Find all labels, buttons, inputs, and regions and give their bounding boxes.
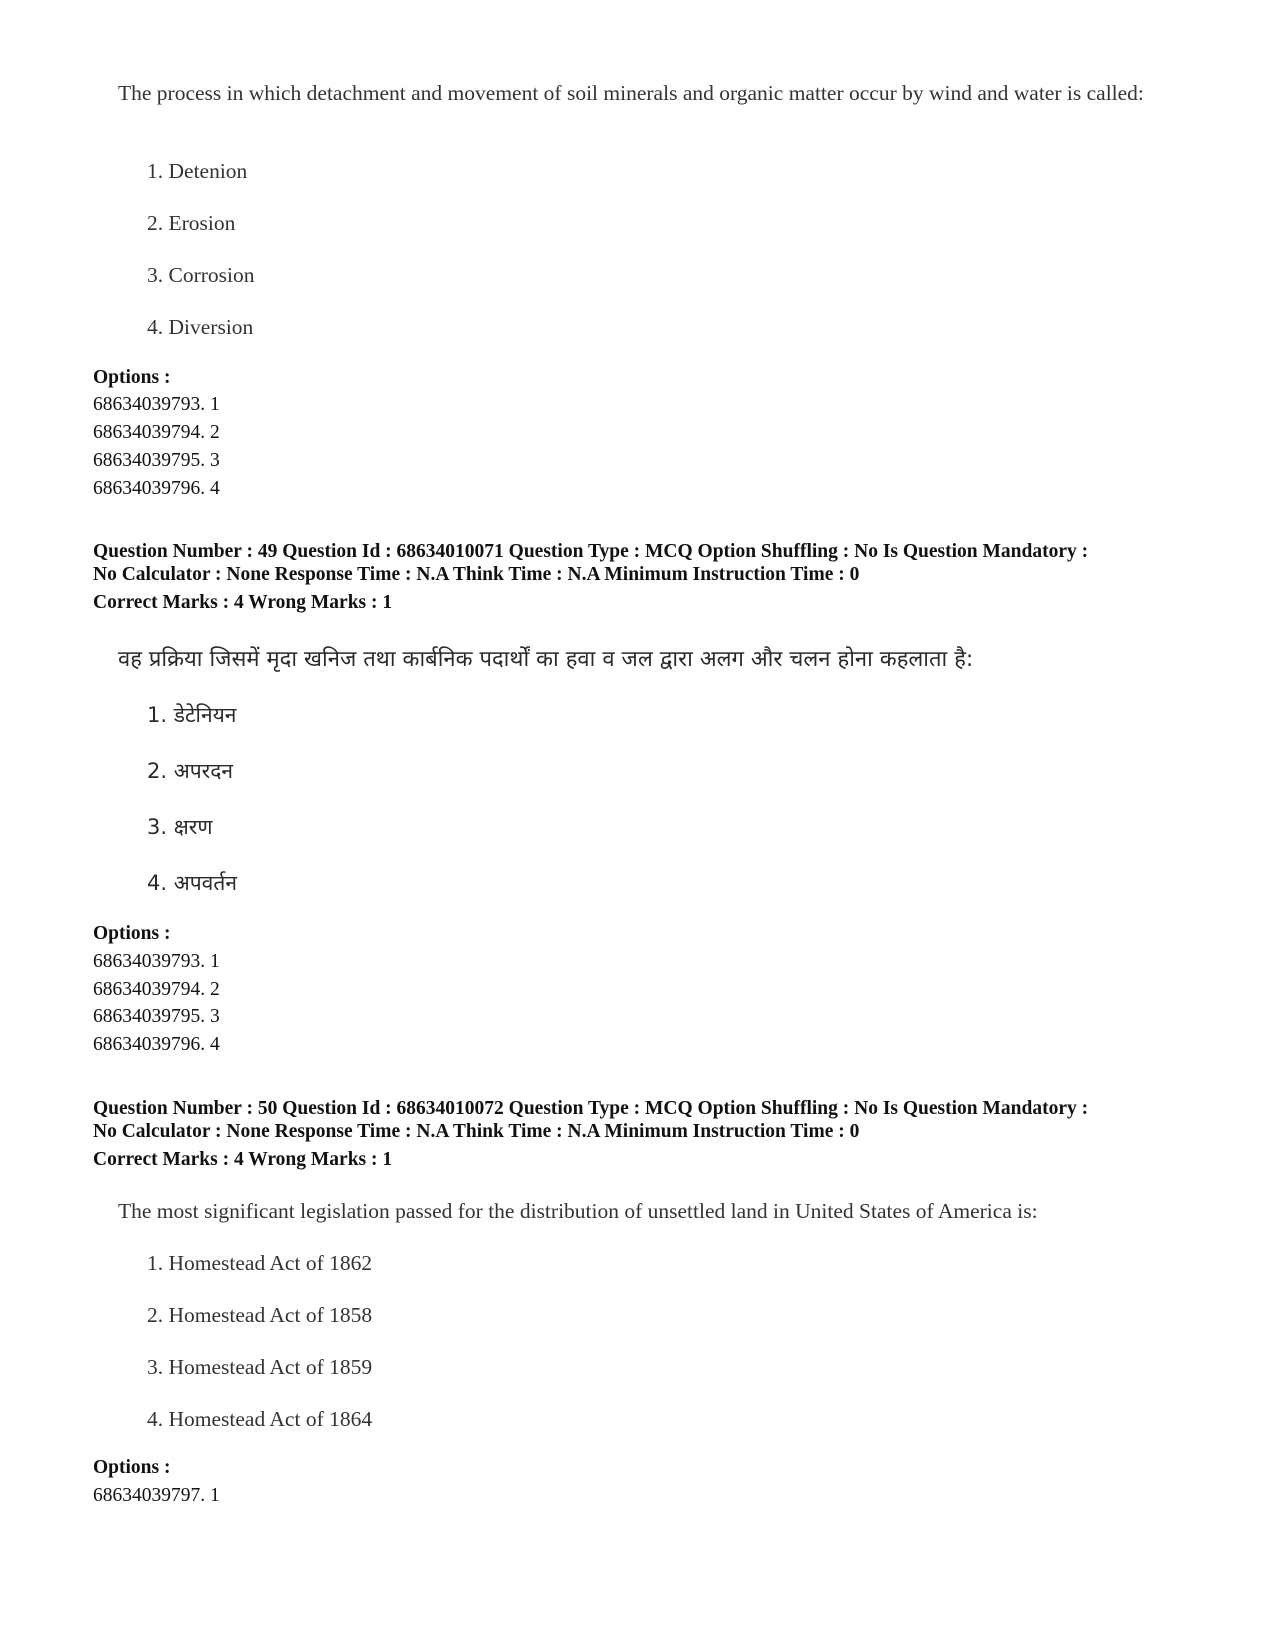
choice-3: 3. क्षरण — [147, 815, 213, 839]
question-meta-line-1: Question Number : 50 Question Id : 68634010072 Question Type : MCQ Option Shuffling : No Is Question Mandatory : — [93, 1098, 1089, 1119]
question-text: वह प्रक्रिया जिसमें मृदा खनिज तथा कार्बनिक पदार्थों का हवा व जल द्वारा अलग और चलन होना कहलाता है: — [118, 647, 974, 672]
option-id-3: 68634039795. 3 — [93, 450, 220, 471]
question-meta-line-1: Question Number : 49 Question Id : 68634010071 Question Type : MCQ Option Shuffling : No Is Question Mandatory : — [93, 541, 1089, 562]
option-id-4: 68634039796. 4 — [93, 1034, 220, 1055]
choice-3: 3. Homestead Act of 1859 — [147, 1355, 373, 1379]
choice-1: 1. डेटेनियन — [147, 703, 237, 727]
options-label: Options : — [93, 367, 171, 388]
option-id-3: 68634039795. 3 — [93, 1006, 220, 1027]
options-label: Options : — [93, 923, 171, 944]
option-id-1: 68634039797. 1 — [93, 1485, 220, 1506]
choice-4: 4. अपवर्तन — [147, 871, 237, 895]
choice-2: 2. Homestead Act of 1858 — [147, 1303, 373, 1327]
choice-2: 2. Erosion — [147, 211, 236, 235]
choice-3: 3. Corrosion — [147, 263, 255, 287]
question-text: The most significant legislation passed for the distribution of unsettled land in United States of America is: — [118, 1199, 1038, 1223]
option-id-2: 68634039794. 2 — [93, 979, 220, 1000]
choice-1: 1. Detenion — [147, 159, 248, 183]
options-label: Options : — [93, 1457, 171, 1478]
option-id-1: 68634039793. 1 — [93, 951, 220, 972]
option-id-4: 68634039796. 4 — [93, 478, 220, 499]
question-marks: Correct Marks : 4 Wrong Marks : 1 — [93, 592, 393, 613]
choice-4: 4. Homestead Act of 1864 — [147, 1407, 373, 1431]
option-id-1: 68634039793. 1 — [93, 394, 220, 415]
question-marks: Correct Marks : 4 Wrong Marks : 1 — [93, 1149, 393, 1170]
question-text: The process in which detachment and movement of soil minerals and organic matter occur by wind and water is called: — [118, 81, 1144, 105]
choice-2: 2. अपरदन — [147, 759, 234, 783]
choice-4: 4. Diversion — [147, 315, 254, 339]
choice-1: 1. Homestead Act of 1862 — [147, 1251, 373, 1275]
question-meta-line-2: No Calculator : None Response Time : N.A Think Time : N.A Minimum Instruction Time : 0 — [93, 564, 860, 585]
question-meta-line-2: No Calculator : None Response Time : N.A Think Time : N.A Minimum Instruction Time : 0 — [93, 1121, 860, 1142]
option-id-2: 68634039794. 2 — [93, 422, 220, 443]
